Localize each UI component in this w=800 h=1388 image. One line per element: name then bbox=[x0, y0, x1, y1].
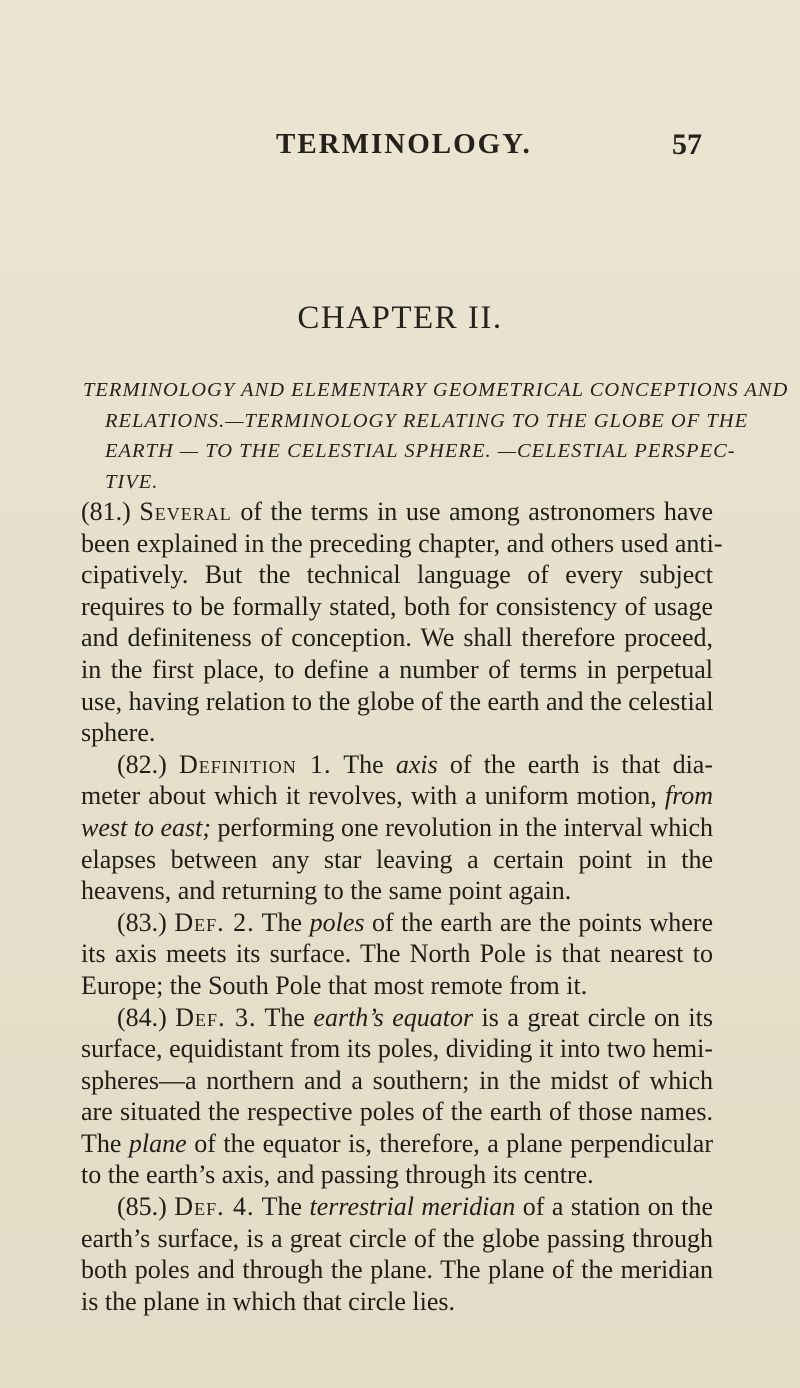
text-line: earth’s surface, is a great circle of the globe passing through bbox=[81, 1223, 713, 1253]
text-run: of the earth are the points where bbox=[364, 907, 713, 937]
text-line: surface, equidistant from its poles, dividing it into two hemi- bbox=[81, 1034, 713, 1064]
text-run: of a station on the bbox=[515, 1192, 713, 1222]
defined-term: poles bbox=[309, 907, 365, 937]
text-line: are situated the respective poles of the earth of those names. bbox=[81, 1097, 713, 1127]
text-line: requires to be formally stated, both for consistency of usage bbox=[81, 591, 713, 621]
running-title: TERMINOLOGY. bbox=[276, 128, 532, 160]
text-line: its axis meets its surface. The North Pole is that nearest to bbox=[81, 939, 713, 969]
text-line: is the plane in which that circle lies. bbox=[81, 1286, 455, 1316]
text-run: of the terms in use among astronomers have bbox=[231, 497, 713, 526]
defined-term: earth’s equator bbox=[313, 1002, 474, 1032]
text-run: of the earth is that dia- bbox=[437, 749, 713, 779]
defined-term: terrestrial meridian bbox=[309, 1192, 516, 1222]
synopsis-line: RELATIONS.—TERMINOLOGY RELATING TO THE GLOBE OF THE bbox=[105, 409, 749, 432]
page-number: 57 bbox=[672, 128, 702, 161]
definition-label: Def. 4. bbox=[174, 1192, 255, 1222]
paragraph-81 bbox=[81, 496, 723, 749]
paragraph-number: (81.) bbox=[81, 497, 140, 526]
text-line: spheres—a northern and a southern; in the midst of which bbox=[81, 1065, 713, 1095]
definition-label: Def. 2. bbox=[174, 907, 255, 937]
paragraph-82 bbox=[81, 749, 713, 907]
synopsis-line: TERMINOLOGY AND ELEMENTARY GEOMETRICAL CONCEPTIONS AND bbox=[83, 379, 789, 401]
text-run: The bbox=[256, 1002, 314, 1032]
defined-term: plane bbox=[128, 1128, 187, 1158]
paragraph-83 bbox=[81, 907, 713, 1002]
text-line: use, having relation to the globe of the earth and the celestial bbox=[81, 686, 714, 716]
emphasis: from bbox=[664, 781, 713, 811]
text-run: The bbox=[331, 749, 396, 779]
text-line: heavens, and returning to the same point again. bbox=[81, 876, 572, 906]
lead-word: Several bbox=[139, 497, 232, 526]
text-line: to the earth’s axis, and passing through its centre. bbox=[81, 1160, 594, 1190]
definition-label: Def. 3. bbox=[175, 1002, 257, 1032]
text-line: been explained in the preceding chapter, and others used anti- bbox=[81, 528, 723, 558]
paragraph-number: (84.) bbox=[117, 1002, 176, 1032]
text-line: cipatively. But the technical language of every subject bbox=[81, 560, 713, 590]
text-run: The bbox=[254, 1192, 310, 1222]
defined-term: axis bbox=[395, 749, 438, 779]
text-line: and definiteness of conception. We shall therefore proceed, bbox=[81, 623, 713, 653]
text-line: Europe; the South Pole that most remote from it. bbox=[81, 970, 588, 1000]
text-line: elapses between any star leaving a certain point in the bbox=[81, 844, 713, 874]
text-line: both poles and through the plane. The plane of the meridian bbox=[81, 1255, 713, 1285]
text-run: of the equator is, therefore, a plane perpendicular bbox=[186, 1128, 713, 1158]
text-run: performing one revolution in the interval which bbox=[211, 812, 713, 842]
text-run: The bbox=[254, 907, 310, 937]
text-line: in the first place, to define a number of terms in perpetual bbox=[81, 654, 713, 684]
synopsis-line: EARTH — TO THE CELESTIAL SPHERE. —CELESTIAL PERSPEC- bbox=[105, 440, 736, 462]
body-text bbox=[81, 496, 723, 1317]
paragraph-number: (82.) bbox=[117, 749, 180, 779]
text-line: sphere. bbox=[81, 718, 156, 748]
paragraph-84 bbox=[81, 1002, 713, 1192]
running-head bbox=[0, 128, 800, 168]
text-run: meter about which it revolves, with a uniform motion, bbox=[81, 781, 665, 811]
synopsis-line: TIVE. bbox=[105, 470, 159, 493]
chapter-heading: CHAPTER II. bbox=[297, 300, 503, 336]
paragraph-85 bbox=[81, 1191, 713, 1317]
emphasis: west to east; bbox=[81, 812, 212, 842]
text-run: is a great circle on its bbox=[473, 1002, 713, 1032]
paragraph-number: (85.) bbox=[117, 1192, 175, 1222]
text-run: The bbox=[81, 1128, 129, 1158]
definition-label: Definition 1. bbox=[179, 749, 332, 779]
chapter-synopsis bbox=[83, 375, 789, 497]
paragraph-number: (83.) bbox=[117, 907, 175, 937]
